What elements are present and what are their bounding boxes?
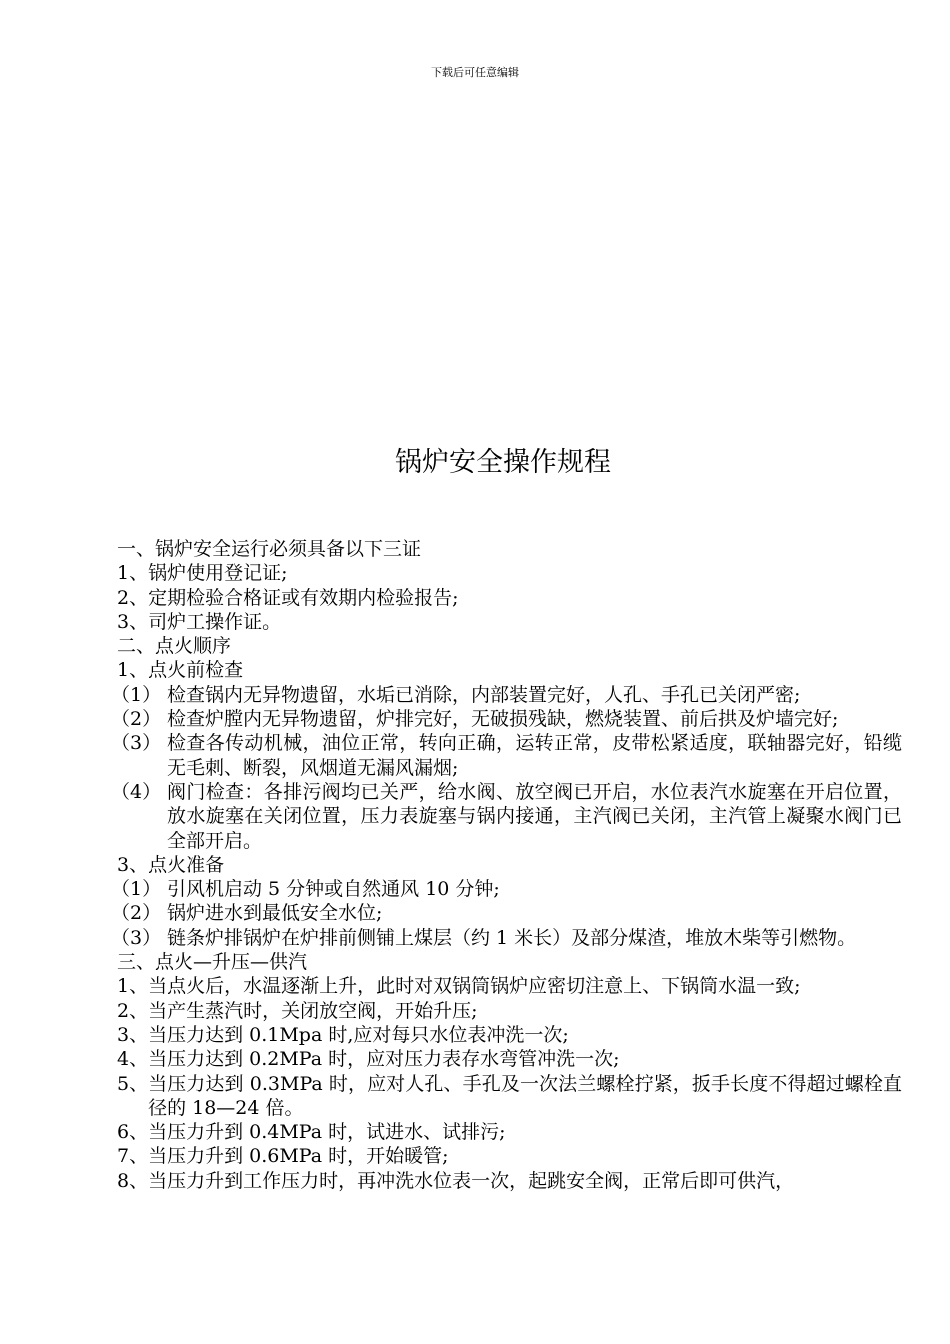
item-number: 1、 [117,975,149,998]
item-text: 检查锅内无异物遗留，水垢已消除，内部装置完好，人孔、手孔已关闭严密; [167,683,801,706]
item-number: （1） [111,683,162,706]
text-line: 3、点火准备 [117,853,225,876]
item-text: 引风机启动 5 分钟或自然通风 10 分钟; [167,878,500,901]
item-text: 锅炉进水到最低安全水位; [167,902,383,925]
page-header-note: 下载后可任意编辑 [431,66,519,79]
numbered-paragraph [117,974,902,998]
text-line: 3、当压力达到 0.1Mpa 时,应对每只水位表冲洗一次; [117,1023,569,1046]
text-line: 1、点火前检查 [117,659,244,682]
text-line: 7、当压力升到 0.6MPa 时，开始暖管; [117,1145,449,1168]
item-number: （2） [111,902,162,925]
sub-item [111,780,902,853]
numbered-paragraph [117,1072,902,1121]
item-text: 检查各传动机械，油位正常，转向正确，运转正常，皮带松紧适度，联轴器完好，铅缆无毛刺、断裂，风烟道无漏风漏烟; [167,732,902,779]
text-line: 一、锅炉安全运行必须具备以下三证 [117,538,422,560]
text-line: 二、点火顺序 [117,635,232,658]
sub-item [111,877,902,901]
item-number: （1） [111,878,162,901]
text-line: 4、当压力达到 0.2MPa 时，应对压力表存水弯管冲洗一次; [117,1048,620,1071]
text-line: 2、当产生蒸汽时，关闭放空阀，开始升压; [117,999,478,1022]
sub-item [111,926,902,950]
text-line: 8、当压力升到工作压力时，再冲洗水位表一次，起跳安全阀，正常后即可供汽， [117,1169,795,1192]
item-text: 检查炉膛内无异物遗留，炉排完好，无破损残缺，燃烧装置、前后拱及炉墙完好; [167,708,839,731]
item-number: （3） [111,732,162,755]
item-text: 当点火后，水温逐渐上升，此时对双锅筒锅炉应密切注意上、下锅筒水温一致; [148,975,801,998]
text-line: 6、当压力升到 0.4MPa 时，试进水、试排污; [117,1121,506,1144]
text-line: 3、司炉工操作证。 [117,610,282,633]
item-number: 5、 [117,1072,149,1095]
sub-item [111,731,902,780]
sub-item [111,683,902,707]
item-number: （4） [111,780,162,803]
item-number: （2） [111,708,162,731]
sub-item [111,901,902,925]
item-text: 链条炉排锅炉在炉排前侧铺上煤层（约 1 米长）及部分煤渣，堆放木柴等引燃物。 [167,926,857,949]
document-body [111,537,902,1193]
text-line: 三、点火—升压—供汽 [117,951,308,974]
item-number: （3） [111,926,162,949]
text-line: 1、锅炉使用登记证; [117,562,288,585]
text-line: 2、定期检验合格证或有效期内检验报告; [117,586,459,609]
document-title: 锅炉安全操作规程 [395,447,611,478]
sub-item [111,707,902,731]
item-text: 当压力达到 0.3MPa 时，应对人孔、手孔及一次法兰螺栓拧紧，扳手长度不得超过螺栓直径的 18—24 倍。 [148,1072,902,1119]
item-text: 阀门检查：各排污阀均已关严，给水阀、放空阀已开启，水位表汽水旋塞在开启位置，放水旋塞在关闭位置，压力表旋塞与锅内接通，主汽阀已关闭，主汽管上凝聚水阀门已全部开启。 [167,780,902,852]
